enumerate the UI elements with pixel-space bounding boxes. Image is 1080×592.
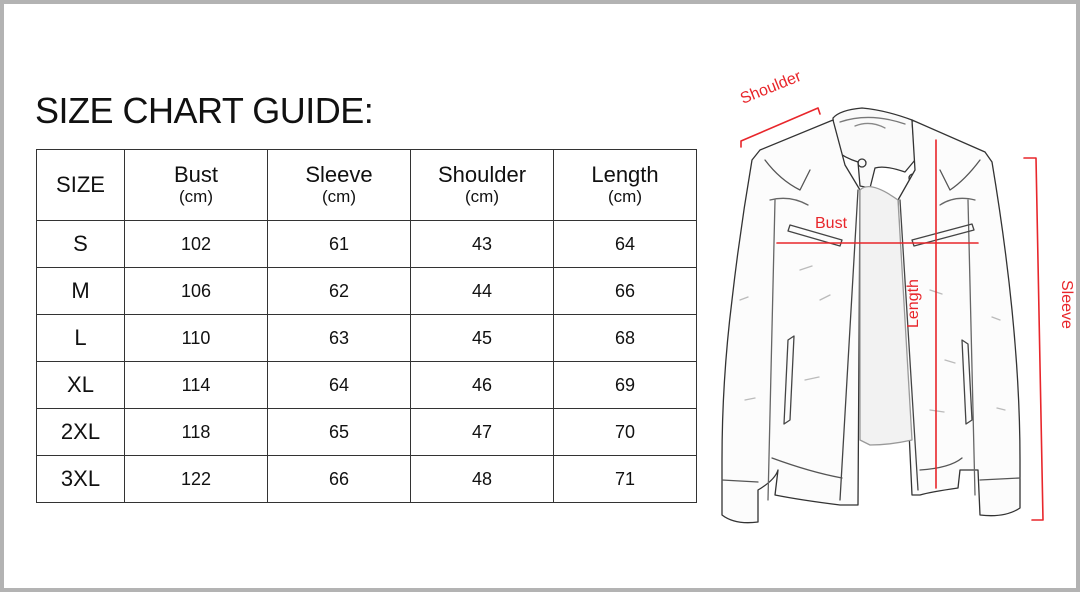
length-cell: 71 [554,456,697,503]
length-cell: 70 [554,409,697,456]
size-cell: 3XL [37,456,125,503]
length-cell: 64 [554,221,697,268]
shoulder-cell: 47 [411,409,554,456]
header-bust [125,150,268,221]
header-shoulder [411,150,554,221]
sleeve-cell: 65 [268,409,411,456]
bust-measure-label: Bust [815,215,848,232]
page-title: SIZE CHART GUIDE: [35,90,374,131]
length-cell: 66 [554,268,697,315]
header-unit: (cm) [608,187,642,206]
table-row [37,315,697,362]
bust-cell: 110 [125,315,268,362]
jacket-illustration [705,70,1075,570]
bust-cell: 102 [125,221,268,268]
shoulder-measure-label: Shoulder [738,68,804,108]
bust-cell: 118 [125,409,268,456]
header-sleeve [268,150,411,221]
size-cell: 2XL [37,409,125,456]
table-header-row [37,150,697,221]
size-chart-table [36,149,697,503]
header-label: Shoulder [437,162,527,187]
bust-cell: 122 [125,456,268,503]
shoulder-cell: 43 [411,221,554,268]
header-length [554,150,697,221]
bust-cell: 114 [125,362,268,409]
size-cell: XL [37,362,125,409]
header-label: SIZE [56,172,105,197]
size-cell: S [37,221,125,268]
size-cell: L [37,315,125,362]
sleeve-cell: 63 [268,315,411,362]
sleeve-cell: 61 [268,221,411,268]
length-cell: 69 [554,362,697,409]
header-label: Length [591,162,659,187]
sleeve-measure-label: Sleeve [1058,280,1075,329]
shoulder-cell: 45 [411,315,554,362]
header-unit: (cm) [322,187,356,206]
length-measure-label: Length [905,279,922,328]
header-label: Bust [173,162,219,187]
header-unit: (cm) [465,187,499,206]
jacket-diagram [705,70,1075,570]
header-label: Sleeve [305,162,373,187]
table-row [37,268,697,315]
sleeve-cell: 62 [268,268,411,315]
sleeve-cell: 66 [268,456,411,503]
sleeve-cell: 64 [268,362,411,409]
shoulder-cell: 44 [411,268,554,315]
shoulder-cell: 48 [411,456,554,503]
bust-cell: 106 [125,268,268,315]
shoulder-cell: 46 [411,362,554,409]
table-row [37,409,697,456]
table-row [37,221,697,268]
table-row [37,456,697,503]
size-cell: M [37,268,125,315]
header-size [37,150,125,221]
length-cell: 68 [554,315,697,362]
header-unit: (cm) [179,187,213,206]
table-row [37,362,697,409]
